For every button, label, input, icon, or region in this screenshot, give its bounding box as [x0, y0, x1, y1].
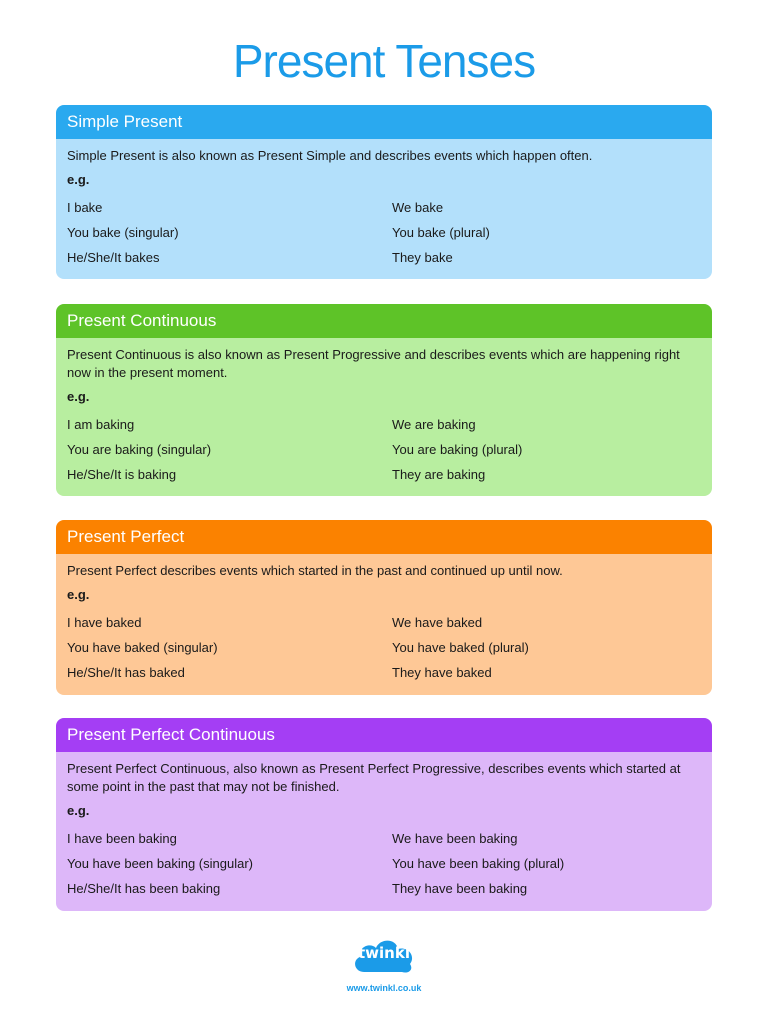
section-body [56, 338, 712, 496]
footer-url-link[interactable]: www.twinkl.co.uk [346, 983, 422, 993]
example-item: We have been baking [392, 831, 518, 846]
example-item: I bake [67, 200, 103, 215]
section-present-perfect [56, 520, 712, 695]
examples-grid [67, 610, 701, 685]
section-simple-present [56, 105, 712, 279]
example-item: He/She/It is baking [67, 467, 177, 482]
example-item: You are baking (plural) [392, 442, 523, 457]
example-item: They bake [392, 250, 453, 265]
eg-label: e.g. [67, 172, 90, 187]
eg-label: e.g. [67, 803, 90, 818]
example-item: You are baking (singular) [67, 442, 212, 457]
section-description: Simple Present is also known as Present Simple and describes events which happen often. [67, 148, 593, 163]
section-present-continuous [56, 304, 712, 496]
example-item: They have been baking [392, 881, 528, 896]
examples-grid [67, 412, 701, 487]
eg-label: e.g. [67, 389, 90, 404]
example-item: He/She/It has been baking [67, 881, 221, 896]
example-item: You bake (plural) [392, 225, 490, 240]
example-item: He/She/It has baked [67, 665, 185, 680]
page-title: Present Tenses [232, 35, 536, 87]
examples-grid [67, 826, 701, 901]
section-body [56, 139, 712, 279]
example-item: We have baked [392, 615, 483, 630]
example-item: You have baked (plural) [392, 640, 529, 655]
example-item: You have been baking (plural) [392, 856, 565, 871]
section-body [56, 554, 712, 695]
section-heading: Simple Present [56, 105, 712, 139]
example-item: I have been baking [67, 831, 177, 846]
example-item: You have been baking (singular) [67, 856, 253, 871]
examples-grid [67, 195, 701, 270]
example-item: We bake [392, 200, 444, 215]
section-present-perfect-continuous [56, 718, 712, 911]
section-description: Present Perfect Continuous, also known as Present Perfect Progressive, describes events which started at some point in the past that may not be finished. [67, 761, 681, 794]
section-heading: Present Continuous [56, 304, 712, 338]
example-item: I have baked [67, 615, 142, 630]
example-item: They are baking [392, 467, 486, 482]
example-item: We are baking [392, 417, 476, 432]
section-heading: Present Perfect Continuous [56, 718, 712, 752]
example-item: You have baked (singular) [67, 640, 218, 655]
section-description: Present Continuous is also known as Present Progressive and describes events which are happening right now in the present moment. [67, 347, 680, 380]
cloud-logo-icon[interactable] [350, 934, 418, 976]
section-body [56, 752, 712, 911]
example-item: He/She/It bakes [67, 250, 160, 265]
section-heading: Present Perfect [56, 520, 712, 554]
example-item: They have baked [392, 665, 492, 680]
logo-wordmark: twinkl [358, 944, 410, 962]
footer-logo [0, 934, 768, 993]
example-item: I am baking [67, 417, 135, 432]
section-description: Present Perfect describes events which started in the past and continued up until now. [67, 563, 563, 578]
eg-label: e.g. [67, 587, 90, 602]
example-item: You bake (singular) [67, 225, 179, 240]
